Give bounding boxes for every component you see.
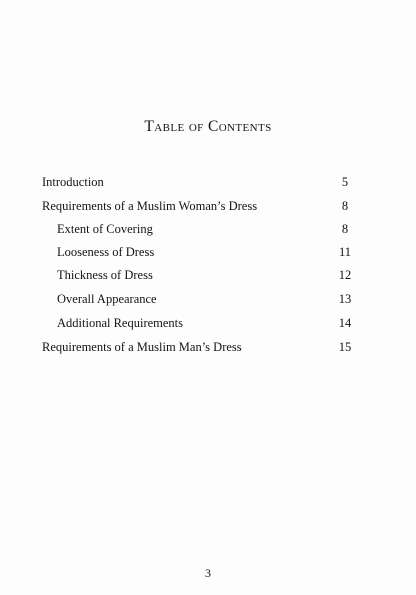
toc-entry-mans-dress[interactable]	[0, 337, 416, 357]
toc-entry-label: Looseness of Dress	[57, 245, 155, 259]
toc-heading: Table of Contents	[144, 118, 272, 135]
toc-entry-overall-appearance[interactable]	[0, 289, 416, 309]
toc-entry-looseness-of-dress[interactable]	[0, 242, 416, 262]
toc-entry-page: 8	[341, 222, 349, 236]
toc-entry-label: Requirements of a Muslim Woman’s Dress	[42, 199, 258, 213]
toc-entry-label: Overall Appearance	[57, 292, 157, 306]
toc-entry-page: 12	[338, 268, 352, 282]
toc-entry-page: 5	[341, 175, 349, 189]
toc-entry-label: Thickness of Dress	[57, 268, 153, 282]
toc-entry-label: Introduction	[42, 175, 104, 189]
toc-entry-page: 15	[338, 340, 352, 354]
toc-entry-page: 14	[338, 316, 352, 330]
toc-entry-page: 13	[338, 292, 352, 306]
toc-entry-page: 8	[341, 199, 349, 213]
toc-entry-extent-of-covering[interactable]	[0, 219, 416, 239]
toc-entry-label: Additional Requirements	[57, 316, 184, 330]
toc-entry-label: Requirements of a Muslim Man’s Dress	[42, 340, 242, 354]
toc-entry-additional-requirements[interactable]	[0, 313, 416, 333]
toc-entry-introduction[interactable]	[0, 172, 416, 192]
toc-entry-womans-dress[interactable]	[0, 196, 416, 216]
page-number: 3	[205, 566, 211, 580]
toc-entry-page: 11	[338, 245, 352, 259]
toc-entry-thickness-of-dress[interactable]	[0, 265, 416, 285]
toc-entry-label: Extent of Covering	[57, 222, 153, 236]
